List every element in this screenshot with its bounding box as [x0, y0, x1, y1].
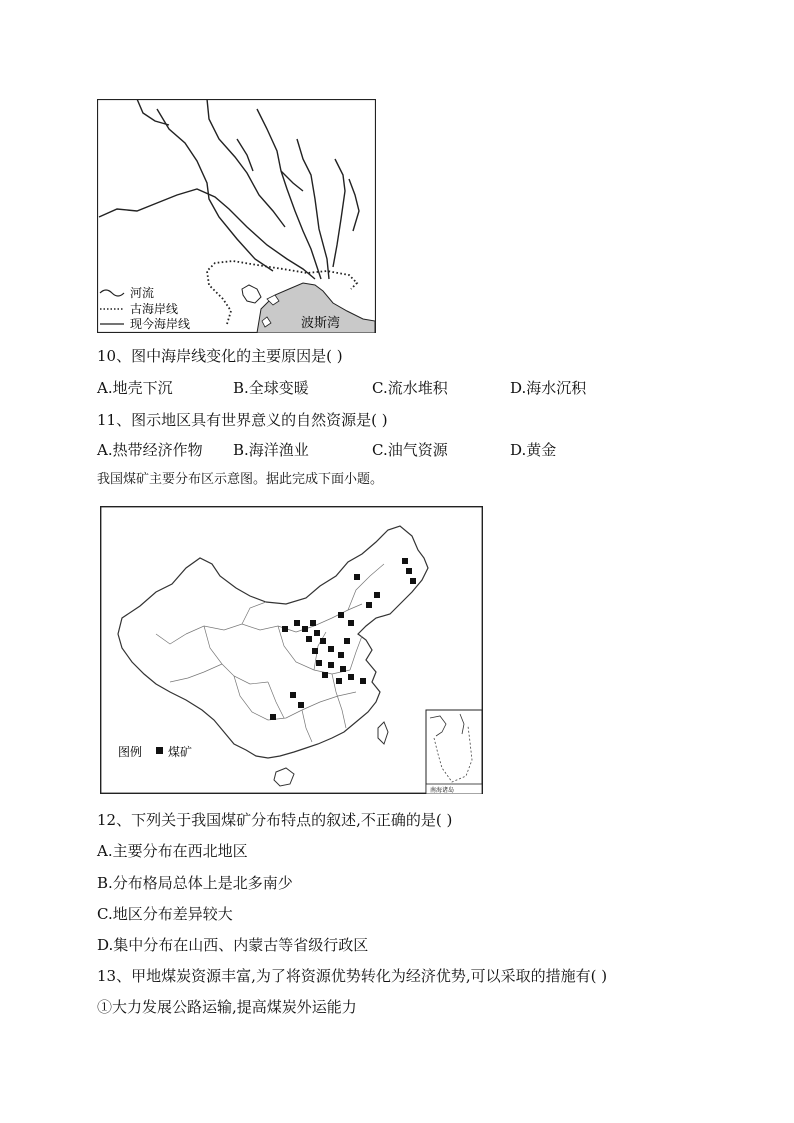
- question-13: 13、甲地煤炭资源丰富,为了将资源优势转化为经济优势,可以采取的措施有( ): [97, 967, 608, 985]
- q12-option-d[interactable]: D.集中分布在山西、内蒙古等省级行政区: [97, 936, 369, 954]
- q11-option-b[interactable]: B.海洋渔业: [233, 441, 309, 459]
- q10-option-c[interactable]: C.流水堆积: [372, 379, 448, 397]
- legend-coal-label: 煤矿: [168, 745, 193, 759]
- section-intro: 我国煤矿主要分布区示意图。据此完成下面小题。: [97, 472, 384, 487]
- q11-option-c[interactable]: C.油气资源: [372, 441, 448, 459]
- question-12: 12、下列关于我国煤矿分布特点的叙述,不正确的是( ): [97, 811, 453, 829]
- q10-option-a[interactable]: A.地壳下沉: [97, 379, 173, 397]
- q11-option-a[interactable]: A.热带经济作物: [97, 441, 203, 459]
- gulf-label: 波斯湾: [301, 316, 341, 331]
- q12-option-b[interactable]: B.分布格局总体上是北多南少: [97, 874, 293, 892]
- q12-option-a[interactable]: A.主要分布在西北地区: [97, 842, 248, 860]
- south-china-sea-inset: [426, 710, 482, 794]
- legend-coal-icon: [156, 747, 163, 754]
- q11-option-d[interactable]: D.黄金: [510, 441, 557, 459]
- china-coal-map: [100, 506, 483, 794]
- q13-item-1[interactable]: ①大力发展公路运输,提高煤炭外运能力: [97, 998, 357, 1016]
- legend-title: 图例: [118, 745, 143, 759]
- question-10: 10、图中海岸线变化的主要原因是( ): [97, 347, 343, 365]
- svg-text:河流: 河流: [130, 286, 155, 300]
- svg-text:南海诸岛: 南海诸岛: [430, 787, 455, 794]
- svg-text:现今海岸线: 现今海岸线: [130, 317, 191, 331]
- svg-text:古海岸线: 古海岸线: [130, 302, 179, 316]
- q12-option-c[interactable]: C.地区分布差异较大: [97, 905, 233, 923]
- coastline-map: [97, 99, 376, 333]
- question-11: 11、图示地区具有世界意义的自然资源是( ): [97, 411, 388, 429]
- q10-option-b[interactable]: B.全球变暖: [233, 379, 309, 397]
- q10-option-d[interactable]: D.海水沉积: [510, 379, 587, 397]
